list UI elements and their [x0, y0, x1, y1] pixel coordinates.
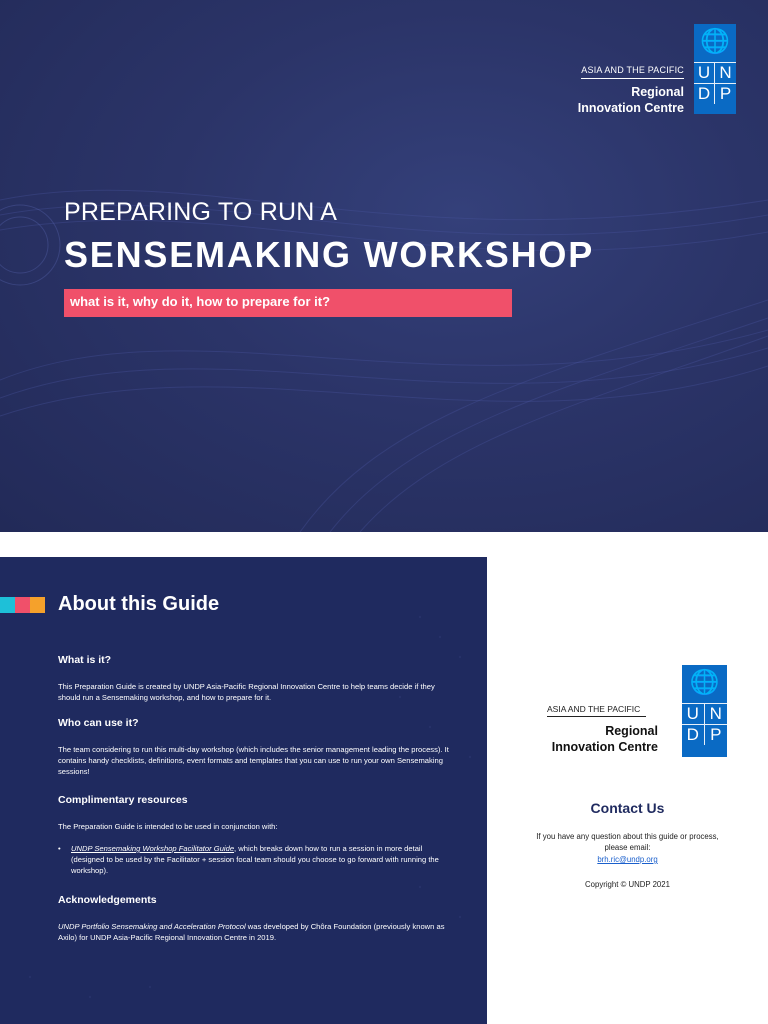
contact-region-name-line1: Regional — [605, 724, 658, 738]
contact-undp-logo — [682, 665, 727, 757]
bullet-text — [71, 843, 451, 876]
logo-letter: P — [705, 724, 728, 745]
who-body: The team considering to run this multi-day workshop (which includes the senior management leading the process). It contains handy checklists, definitions, event formats and templates that you can use to run your own Sensemaking sessions! — [58, 745, 449, 776]
resources-body: The Preparation Guide is intended to be used in conjunction with: — [58, 822, 278, 831]
contact-undp-letters — [682, 703, 727, 745]
contact-email-link[interactable]: brh.ric@undp.org — [597, 855, 658, 864]
resources-heading: Complimentary resources — [58, 794, 188, 806]
contact-heading: Contact Us — [590, 800, 665, 816]
undp-logo — [694, 24, 736, 114]
facilitator-guide-link[interactable]: UNDP Sensemaking Workshop Facilitator Guide — [71, 844, 235, 853]
contact-message: If you have any question about this guide or process, please email: — [536, 832, 719, 852]
what-body: This Preparation Guide is created by UNDP Asia-Pacific Regional Innovation Centre to help teams decide if they should run a Sensemaking workshop, and how to prepare for it. — [58, 682, 435, 702]
un-emblem-icon: 🌐 — [689, 669, 720, 696]
what-heading: What is it? — [58, 654, 112, 666]
region-label: ASIA AND THE PACIFIC — [581, 65, 684, 79]
ack-heading: Acknowledgements — [58, 894, 157, 906]
tab-orange — [30, 597, 45, 613]
contact-region-name-line2: Innovation Centre — [551, 740, 658, 754]
about-slide — [0, 557, 487, 1024]
cover-title-main: SENSEMAKING WORKSHOP — [64, 234, 595, 275]
subtitle-bar — [64, 289, 512, 317]
copyright-text: Copyright © UNDP 2021 — [585, 880, 670, 889]
ack-body-rest: was developed by Chôra Foundation (previously known as Axilo) for UNDP Asia-Pacific Regional Innovation Centre in 2019. — [58, 922, 445, 942]
region-name-line1: Regional — [631, 85, 684, 99]
bullet-dot: • — [58, 844, 61, 853]
color-tabs — [0, 597, 45, 613]
contact-region-name — [552, 723, 658, 755]
logo-letter: U — [682, 703, 705, 724]
contact-panel — [487, 557, 768, 1024]
bullet-text-rest: , which breaks down how to run a session in more detail (designed to be used by the Facilitator + session focal team should you choose to go forward with running the workshop). — [71, 844, 439, 875]
tab-cyan — [0, 597, 15, 613]
dot-pattern-background — [0, 557, 487, 1024]
logo-letter: U — [694, 62, 715, 83]
ack-body — [58, 921, 453, 943]
region-name — [578, 84, 684, 116]
undp-letters — [694, 62, 736, 104]
who-heading: Who can use it? — [58, 717, 139, 729]
tab-red — [15, 597, 30, 613]
cover-title-top: PREPARING TO RUN A — [64, 198, 338, 226]
contact-region-label: ASIA AND THE PACIFIC — [547, 704, 646, 717]
logo-letter: P — [715, 83, 736, 104]
logo-letter: N — [715, 62, 736, 83]
un-emblem-icon: 🌐 — [700, 28, 730, 55]
logo-letter: N — [705, 703, 728, 724]
region-name-line2: Innovation Centre — [577, 101, 684, 115]
cover-subtitle: what is it, why do it, how to prepare for it? — [70, 294, 331, 309]
logo-letter: D — [682, 724, 705, 745]
logo-letter: D — [694, 83, 715, 104]
about-title: About this Guide — [58, 593, 220, 615]
protocol-title: UNDP Portfolio Sensemaking and Acceleration Protocol — [58, 922, 246, 931]
